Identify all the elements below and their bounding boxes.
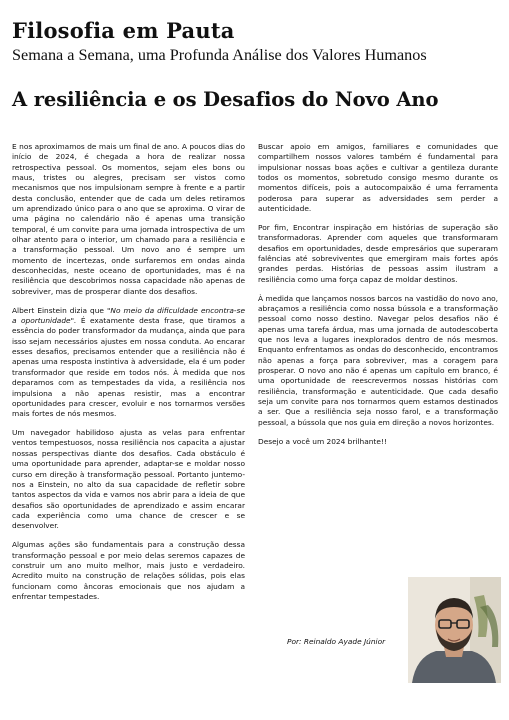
article-headline: A resiliência e os Desafios do Novo Ano (12, 88, 439, 111)
article-column-left (12, 142, 245, 611)
closing-line: Desejo a você um 2024 brilhante!! (258, 436, 387, 446)
article-paragraph: À medida que lançamos nossos barcos na vastidão do novo ano, abraçamos a resiliência como nossa bússola e a transformação pessoal como nosso destino. Navegar pelos desafios não é apenas uma tarefa árdua, mas uma jornada de autodescoberta que nos leva a lugares inexplorados dentro de nós mesmos. Enquanto enfrentamos as ondas do desconhecido, encontramos não apenas a força para sobreviver, mas a coragem para prosperar. O novo ano não é apenas um capítulo em branco, é uma oportunidade de reescrevermos nossas histórias com resiliência, transformação e autenticidade. Que cada desafio seja um convite para nos tornarmos quem estamos destinados a ser. Que a resiliência seja nosso farol, e a transformação pessoal, a bússola que nos guia em direção a novos horizontes. (258, 293, 498, 427)
article-paragraph: Buscar apoio em amigos, familiares e comunidades que compartilhem nossos valores também é fundamental para impulsionar nossas boas ações e cultivar a gentileza durante todos os momentos, sobretudo consigo mesmo durante os momentos difíceis, pois a autocompaixão é uma ferramenta poderosa para superar as adversidades sem perder a autenticidade. (258, 142, 498, 214)
article-column-right (258, 142, 498, 456)
article-paragraph: Algumas ações são fundamentais para a construção dessa transformação pessoal e por meio delas seremos capazes de construir um ano muito melhor, mais justo e verdadeiro. Acredito muito na construção de relações sólidas, pois elas funcionam como âncoras emocionais que nos ajudam a enfrentar tempestades. (12, 540, 245, 601)
author-photo (408, 577, 501, 683)
einstein-quote: "No meio da dificuldade encontra-se a oportunidade". (12, 305, 246, 326)
masthead-title: Filosofia em Pauta (12, 18, 235, 43)
article-paragraph: Por fim, Encontrar inspiração em histórias de superação são transformadoras. Aprender com aqueles que transformaram desafios em oportunidades, desde empresários que superaram falências até sobreviventes que emergiram mais fortes após grandes perdas. Histórias de pessoas assim ilustram a resiliência como uma força capaz de moldar destinos. (258, 223, 498, 284)
author-byline: Por: Reinaldo Ayade Júnior (287, 637, 386, 646)
article-paragraph: Um navegador habilidoso ajusta as velas para enfrentar ventos tempestuosos, nossa resiliência nos capacita a ajustar nossas perspectivas diante dos desafios. Cada obstáculo é uma oportunidade para aprender, adaptar-se e moldar nosso curso em direção à transformação pessoal. Portanto juntemo-nos a Einstein, no alto da sua capacidade de refletir sobre tantos aspectos da vida e vamos nos abrir para a ideia de que desafios são oportunidades de aprendizado e assim encarar cada experiência como uma chance de crescer e se desenvolver. (12, 428, 245, 531)
author-portrait-illustration (408, 577, 501, 683)
article-paragraph: E nos aproximamos de mais um final de ano. A poucos dias do início de 2024, é chegada a hora de realizar nossa retrospectiva pessoal. Os momentos, sejam eles bons ou maus, tristes ou alegres, precisam ser vistos como mecanismos que nos impulsionam sempre à frente e a partir desta conclusão, entender que de cada um deles retiramos um aprendizado único para o ano que se aproxima. O virar de uma página no calendário não é apenas uma transição temporal, é um convite para uma jornada introspectiva de um olhar atento para o interior, um chamado para a resiliência e a transformação pessoal. Um novo ano é sempre um momento de incertezas, onde surfaremos em ondas ainda desconhecidas, neste oceano de oportunidades, mas é na resiliência que descobrimos nossa capacidade não apenas de sobreviver, mas de prosperar diante dos desafios. (12, 142, 245, 296)
article-paragraph-continuation: É exatamente desta frase, que tiramos a essência do poder transformador da mudança, ainda que para isso sejam necessários ajustes em nossa conduta. Ao encarar esses desafios, precisamos entender que a resiliência não é apenas uma resposta instintiva à adversidade, ela é um poder transformador que reside em todos nós. À medida que nos deparamos com as tempestades da vida, a resiliência nos impulsiona a não apenas resistir, mas a encontrar oportunidades para crescer, evoluir e nos tornarmos versões mais fortes de nós mesmos. (12, 316, 245, 419)
quote-intro: Albert Einstein dizia que (12, 305, 108, 315)
quote-paragraph (12, 306, 245, 420)
masthead-subtitle: Semana a Semana, uma Profunda Análise dos Valores Humanos (12, 46, 427, 64)
